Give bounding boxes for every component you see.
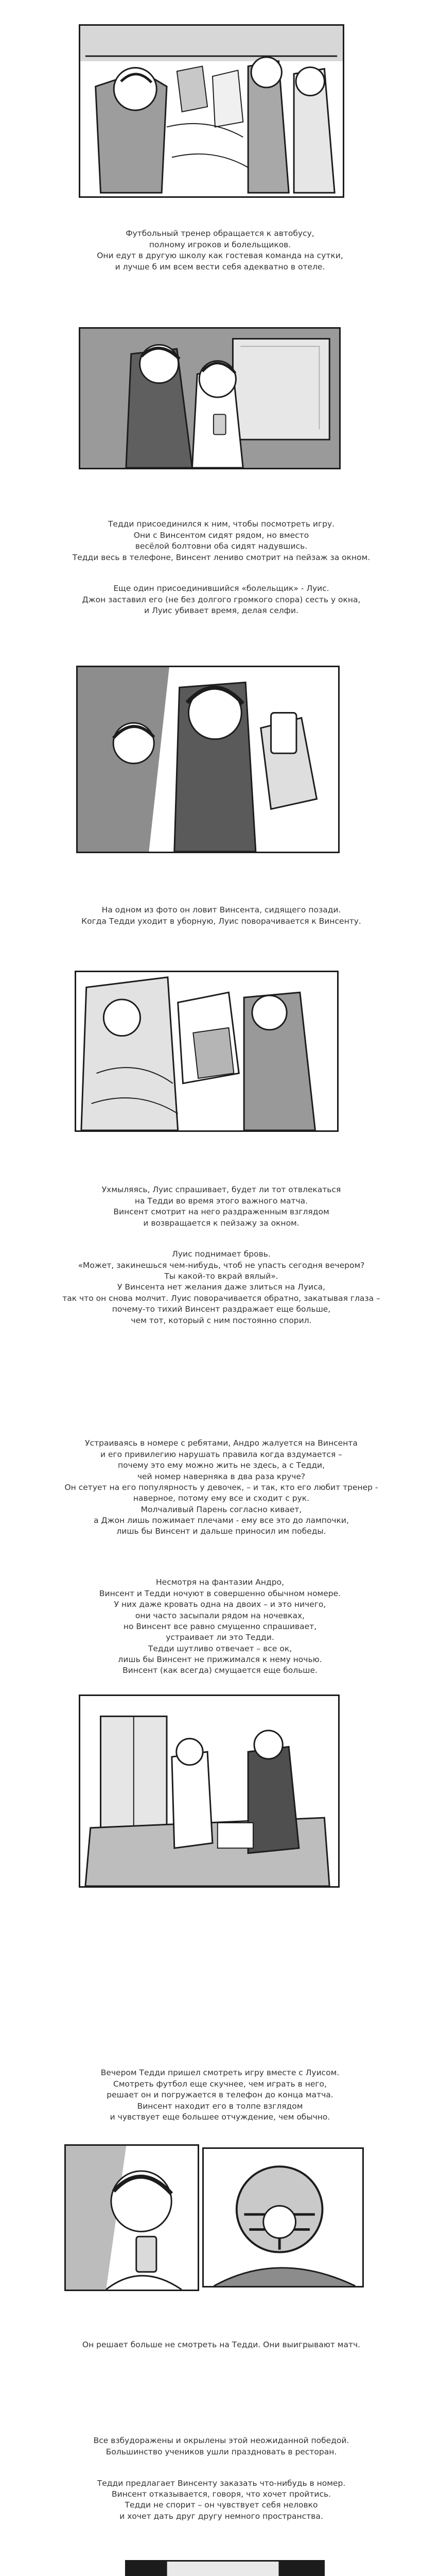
caption-section-3 [62, 894, 381, 926]
panel-hotel-room [79, 1694, 340, 1888]
doorway-illustration [127, 2562, 323, 2576]
caption-text: Несмотря на фантазии Андро, Винсент и Тедди ночуют в совершенно обычном номере. У них даже кровать одна на двоих – и это ничего, они часто засыпали рядом на ночевках, но Винсент все равно смущенно спрашивает, устраивает ли это Тедди. Тедди шутливо отвечает – все ок, лишь бы Винсент не прижимался к нему ночью. Винсент (как всегда) смущается еще больше. [99, 1578, 341, 1675]
caption-text: Футбольный тренер обращается к автобусу, полному игроков и болельщиков. Они едут в другую школу как гостевая команда на сутки, и лучше б им всем вести себя адекватно в отеле. [97, 229, 343, 272]
caption-text: На одном из фото он ловит Винсента, сидящего позади. Когда Тедди уходит в уборную, Луис поворачивается к Винсенту. [81, 905, 361, 926]
caption-text: Устраиваясь в номере с ребятами, Андро жалуется на Винсента и его привилегию нарушать правила когда вздумается – почему это ему можно жить не здесь, а с Тедди, чей номер наверняка в два раза круче? Он сетует на его популярность у девочек, – и так, кто его любит тренер - наверное, потому ему все и сходит с рук. Молчаливый Парень согласно кивает, а Джон лишь пожимает плечами - ему все это до лампочки, лишь бы Винсент и дальше приносил им победы. [64, 1438, 378, 1536]
hotel-room-illustration [80, 1696, 338, 1886]
vincent-helmet-illustration [204, 2149, 362, 2286]
teddy-phone-illustration [66, 2146, 198, 2290]
caption-text-2: Тедди предлагает Винсенту заказать что-нибудь в номер. Винсент отказывается, говоря, что хочет пройтись. Тедди не спорит – он чувствует себя неловко и хочет дать друг другу немного пространства. [97, 2478, 346, 2521]
caption-section-4 [54, 1174, 389, 1341]
selfie-illustration [78, 667, 338, 852]
panel-bus-coach [79, 24, 344, 198]
caption-text: Тедди присоединился к ним, чтобы посмотреть игру. Они с Винсентом сидят рядом, но вместо весёлой болтовни оба сидят надувшись. Тедди весь в телефоне, Винсент лениво смотрит на пейзаж за окном. [72, 519, 371, 562]
panel-doorway [125, 2560, 325, 2576]
caption-section-5 [54, 1427, 389, 1536]
panel-teddy-vincent-seated [79, 327, 341, 469]
caption-section-7 [67, 2057, 373, 2131]
caption-section-7b [62, 2329, 381, 2350]
bus-interior-illustration [76, 972, 337, 1130]
caption-section-6 [69, 1566, 371, 1675]
caption-text: Ухмыляясь, Луис спрашивает, будет ли тот отвлекаться на Тедди во время этого важного матча. Винсент смотрит на него раздраженным взглядом и возвращается к пейзажу за окном. [101, 1185, 341, 1228]
caption-section-8 [57, 2425, 386, 2528]
caption-section-2 [57, 508, 386, 634]
panel-luis-selfie [76, 666, 340, 853]
panel-teddy-phone [64, 2144, 199, 2291]
caption-section-1 [72, 217, 368, 279]
panel-vincent-helmet [202, 2147, 364, 2287]
caption-text: Вечером Тедди пришел смотреть игру вместе с Луисом. Смотреть футбол еще скучнее, чем играть в него, решает он и погружается в телефон до конца матча. Винсент находит его в толпе взглядом и чувствует еще большее отчуждение, чем обычно. [100, 2068, 340, 2122]
caption-text-2: Луис поднимает бровь. «Может, закинешься чем-нибудь, чтоб не упасть сегодня вечером? Ты какой-то вкрай вялый». У Винсента нет желания даже злиться на Луиса, так что он снова молчит. Луис поворачивается обратно, закатывая глаза – почему-то тихий Винсент раздражает еще больше, чем тот, который с ним постоянно спорил. [62, 1249, 380, 1325]
caption-text-2: Он решает больше не смотреть на Тедди. Они выигрывают матч. [82, 2340, 361, 2350]
caption-text: Все взбудоражены и окрылены этой неожиданной победой. Большинство учеников ушли праздновать в ресторан. [93, 2436, 349, 2456]
caption-text-2: Еще один присоединившийся «болельщик» - Луис. Джон заставил его (не без долгого громкого спора) сесть у окна, и Луис убивает время, делая селфи. [82, 584, 361, 615]
seated-pair-illustration [80, 329, 339, 468]
panel-luis-turns [75, 971, 339, 1132]
bus-coach-illustration [80, 26, 343, 196]
